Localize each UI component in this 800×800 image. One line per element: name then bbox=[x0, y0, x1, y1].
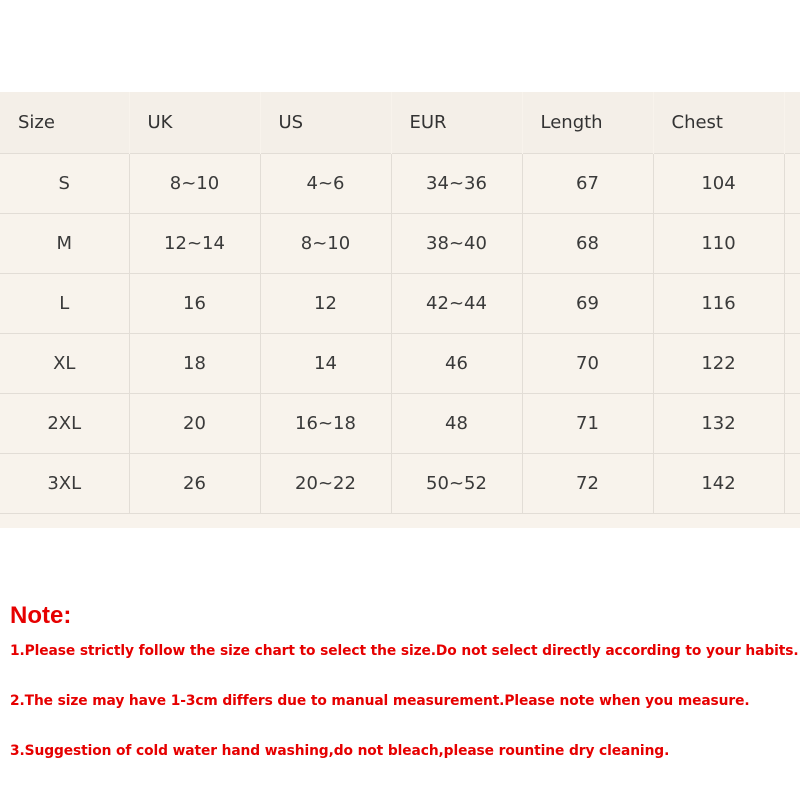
cell-eur: 46 bbox=[391, 334, 522, 394]
cell-length: 70 bbox=[522, 334, 653, 394]
cell-length: 67 bbox=[522, 154, 653, 214]
note-line-1: 1.Please strictly follow the size chart to select the size.Do not select directly according to your habits. bbox=[10, 643, 799, 659]
cell-uk: 26 bbox=[129, 454, 260, 514]
cell-eur: 42~44 bbox=[391, 274, 522, 334]
cell-uk: 12~14 bbox=[129, 214, 260, 274]
cell-uk: 18 bbox=[129, 334, 260, 394]
size-table bbox=[0, 92, 800, 514]
cell-chest: 116 bbox=[653, 274, 784, 334]
cell-us: 12 bbox=[260, 274, 391, 334]
note-line-2: 2.The size may have 1-3cm differs due to manual measurement.Please note when you measure. bbox=[10, 693, 750, 709]
cell-us: 20~22 bbox=[260, 454, 391, 514]
cell-chest: 132 bbox=[653, 394, 784, 454]
header-eur: EUR bbox=[391, 92, 522, 154]
cell-us: 14 bbox=[260, 334, 391, 394]
note-title: Note: bbox=[10, 602, 72, 629]
table-row bbox=[0, 334, 800, 394]
cell-uk: 8~10 bbox=[129, 154, 260, 214]
cell-empty bbox=[784, 454, 800, 514]
header-row bbox=[0, 92, 800, 154]
cell-eur: 50~52 bbox=[391, 454, 522, 514]
cell-uk: 16 bbox=[129, 274, 260, 334]
cell-empty bbox=[784, 394, 800, 454]
cell-us: 4~6 bbox=[260, 154, 391, 214]
header-uk: UK bbox=[129, 92, 260, 154]
header-size: Size bbox=[0, 92, 129, 154]
cell-us: 8~10 bbox=[260, 214, 391, 274]
cell-chest: 104 bbox=[653, 154, 784, 214]
cell-length: 72 bbox=[522, 454, 653, 514]
header-us: US bbox=[260, 92, 391, 154]
notes-section bbox=[10, 600, 800, 759]
cell-size: L bbox=[0, 274, 129, 334]
header-empty bbox=[784, 92, 800, 154]
cell-length: 68 bbox=[522, 214, 653, 274]
note-line-3: 3.Suggestion of cold water hand washing,do not bleach,please rountine dry cleaning. bbox=[10, 743, 670, 759]
cell-length: 71 bbox=[522, 394, 653, 454]
cell-chest: 122 bbox=[653, 334, 784, 394]
cell-us: 16~18 bbox=[260, 394, 391, 454]
cell-uk: 20 bbox=[129, 394, 260, 454]
cell-size: 3XL bbox=[0, 454, 129, 514]
cell-size: S bbox=[0, 154, 129, 214]
cell-empty bbox=[784, 274, 800, 334]
table-row bbox=[0, 154, 800, 214]
cell-size: XL bbox=[0, 334, 129, 394]
header-length: Length bbox=[522, 92, 653, 154]
size-chart bbox=[0, 92, 800, 528]
cell-empty bbox=[784, 154, 800, 214]
cell-chest: 142 bbox=[653, 454, 784, 514]
cell-chest: 110 bbox=[653, 214, 784, 274]
cell-size: 2XL bbox=[0, 394, 129, 454]
cell-empty bbox=[784, 334, 800, 394]
cell-length: 69 bbox=[522, 274, 653, 334]
table-row bbox=[0, 214, 800, 274]
cell-eur: 34~36 bbox=[391, 154, 522, 214]
cell-eur: 48 bbox=[391, 394, 522, 454]
cell-empty bbox=[784, 214, 800, 274]
table-row bbox=[0, 454, 800, 514]
header-chest: Chest bbox=[653, 92, 784, 154]
cell-size: M bbox=[0, 214, 129, 274]
table-row bbox=[0, 274, 800, 334]
table-row bbox=[0, 394, 800, 454]
cell-eur: 38~40 bbox=[391, 214, 522, 274]
